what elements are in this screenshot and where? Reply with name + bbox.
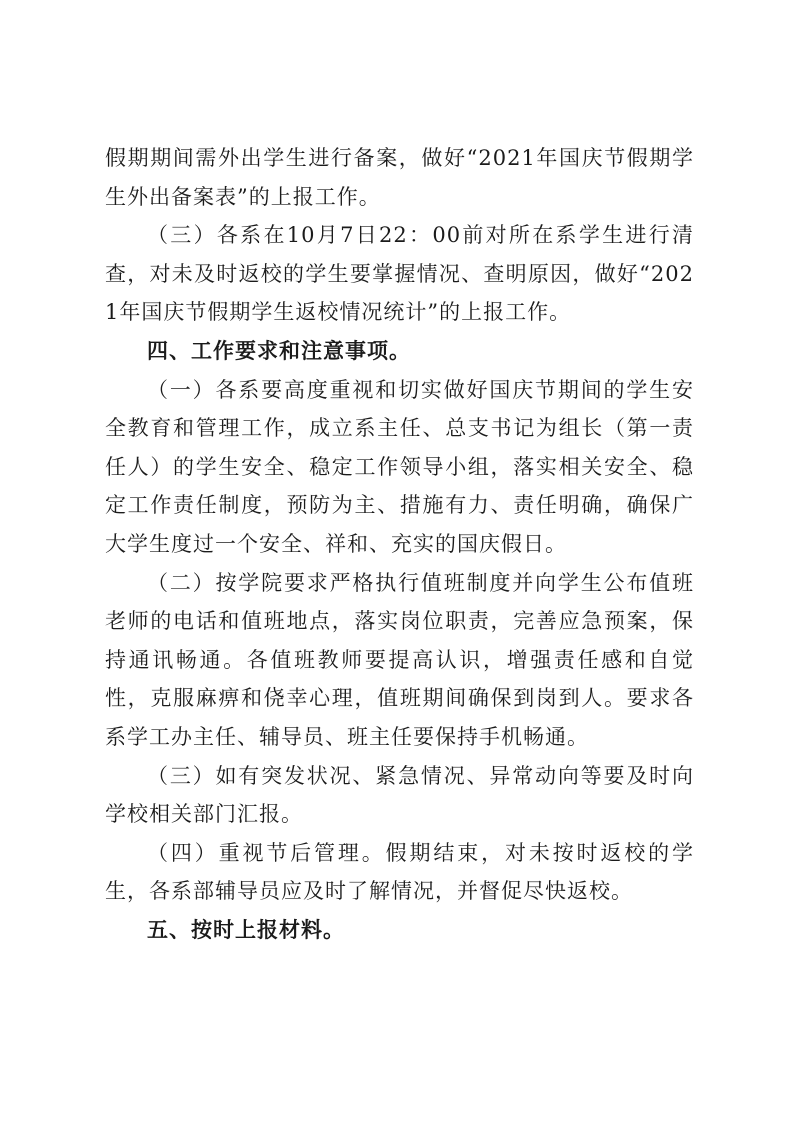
section-heading: 五、按时上报材料。 [147, 917, 345, 942]
paragraph: （二）按学院要求严格执行值班制度并向学生公布值班老师的电话和值班地点，落实岗位职责，完善应急预案，保持通讯畅通。各值班教师要提高认识，增强责任感和自觉性，克服麻痹和侥幸心理，值班期间确保到岗到人。要求各系学工办主任、辅导员、班主任要保持手机畅通。 [105, 570, 694, 749]
section-heading: 四、工作要求和注意事项。 [147, 338, 411, 363]
paragraph: （一）各系要高度重视和切实做好国庆节期间的学生安全教育和管理工作，成立系主任、总支书记为组长（第一责任人）的学生安全、稳定工作领导小组，落实相关安全、稳定工作责任制度，预防为主、措施有力、责任明确，确保广大学生度过一个安全、祥和、充实的国庆假日。 [105, 377, 694, 556]
paragraph: （四）重视节后管理。假期结束，对未按时返校的学生，各系部辅导员应及时了解情况，并督促尽快返校。 [105, 840, 694, 904]
document-body [105, 139, 694, 949]
paragraph: （三）各系在10月7日22：00前对所在系学生进行清查，对未及时返校的学生要掌握情况、查明原因，做好“2021年国庆节假期学生返校情况统计”的上报工作。 [105, 223, 694, 325]
paragraph: （三）如有突发状况、紧急情况、异常动向等要及时向学校相关部门汇报。 [105, 763, 694, 827]
paragraph: 假期期间需外出学生进行备案，做好“2021年国庆节假期学生外出备案表”的上报工作。 [105, 146, 694, 209]
